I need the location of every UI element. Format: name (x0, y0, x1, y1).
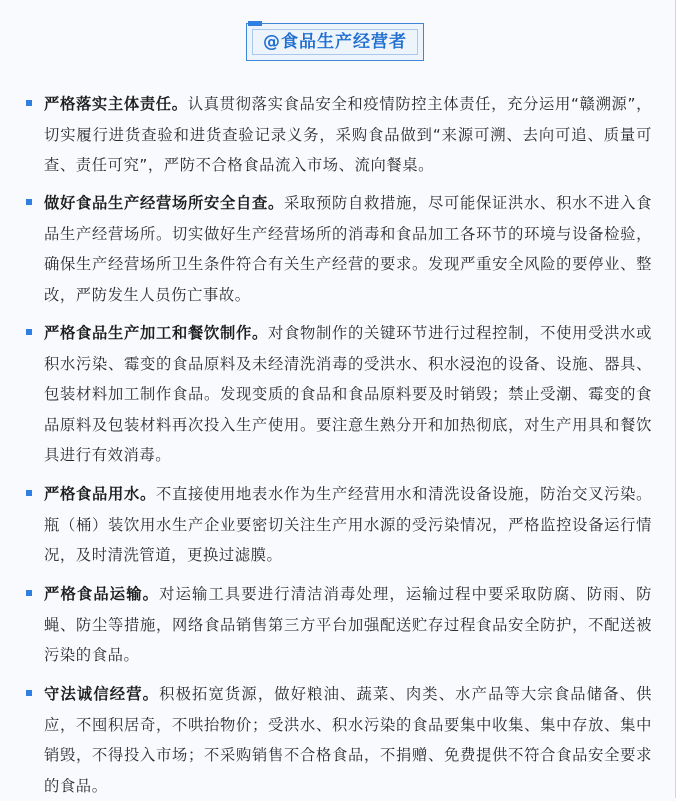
paragraph-lead: 严格食品运输。 (44, 585, 160, 603)
square-bullet-icon (26, 590, 32, 596)
paragraph-body: 不直接使用地表水作为生产经营用水和清洗设备设施，防治交叉污染。瓶（桶）装饮用水生产企业要密切关注生产用水源的受污染情况，严格监控设备运行情况，及时清洗管道，更换过滤膜。 (44, 485, 653, 564)
section-responsibility (26, 89, 652, 181)
paragraph-lead: 做好食品生产经营场所安全自查。 (44, 194, 285, 212)
paragraph-lead: 守法诚信经营。 (44, 685, 160, 703)
square-bullet-icon (26, 490, 32, 496)
paragraph (44, 188, 652, 310)
paragraph-lead: 严格落实主体责任。 (44, 95, 188, 113)
paragraph (44, 479, 652, 571)
paragraph (44, 679, 652, 801)
square-bullet-icon (26, 100, 32, 106)
section-production-catering (26, 318, 652, 471)
section-header (246, 23, 424, 61)
paragraph (44, 579, 652, 671)
section-self-inspection (26, 188, 652, 310)
paragraph-body: 积极拓宽货源，做好粮油、蔬菜、肉类、水产品等大宗食品储备、供应，不囤积居奇，不哄抬物价；受洪水、积水污染的食品要集中收集、集中存放、集中销毁，不得投入市场；不采购销售不合格食品，不捐赠、免费提供不符合食品安全要求的食品。 (44, 685, 652, 795)
section-honest-business (26, 679, 652, 801)
paragraph-body: 认真贯彻落实食品安全和疫情防控主体责任，充分运用“赣溯源”，切实履行进货查验和进货查验记录义务，采购食品做到“来源可溯、去向可追、质量可查、责任可究”，严防不合格食品流入市场、流向餐桌。 (44, 95, 652, 174)
paragraph-body: 对食物制作的关键环节进行过程控制，不使用受洪水或积水污染、霉变的食品原料及未经清洗消毒的受洪水、积水浸泡的设备、设施、器具、包装材料加工制作食品。发现变质的食品和食品原料要及时销毁；禁止受潮、霉变的食品原料及包装材料再次投入生产使用。要注意生熟分开和加热彻底，对生产用具和餐饮具进行有效消毒。 (44, 324, 653, 464)
paragraph (44, 89, 652, 181)
paragraph-lead: 严格食品用水。 (44, 485, 157, 503)
paragraph-body: 采取预防自救措施，尽可能保证洪水、积水不进入食品生产经营场所。切实做好生产经营场所的消毒和食品加工各环节的环境与设备检验，确保生产经营场所卫生条件符合有关生产经营的要求。发现严重安全风险的要停业、整改，严防发生人员伤亡事故。 (44, 194, 652, 304)
square-bullet-icon (26, 199, 32, 205)
paragraph-lead: 严格食品生产加工和餐饮制作。 (44, 324, 269, 342)
square-bullet-icon (26, 690, 32, 696)
section-water-use (26, 479, 652, 571)
square-bullet-icon (26, 329, 32, 335)
paragraph (44, 318, 652, 471)
section-transport (26, 579, 652, 671)
paragraph-body: 对运输工具要进行清洁消毒处理，运输过程中要采取防腐、防雨、防蝇、防尘等措施，网络食品销售第三方平台加强配送贮存过程食品安全防护，不配送被污染的食品。 (44, 585, 652, 664)
header-title: @食品生产经营者 (263, 32, 407, 52)
